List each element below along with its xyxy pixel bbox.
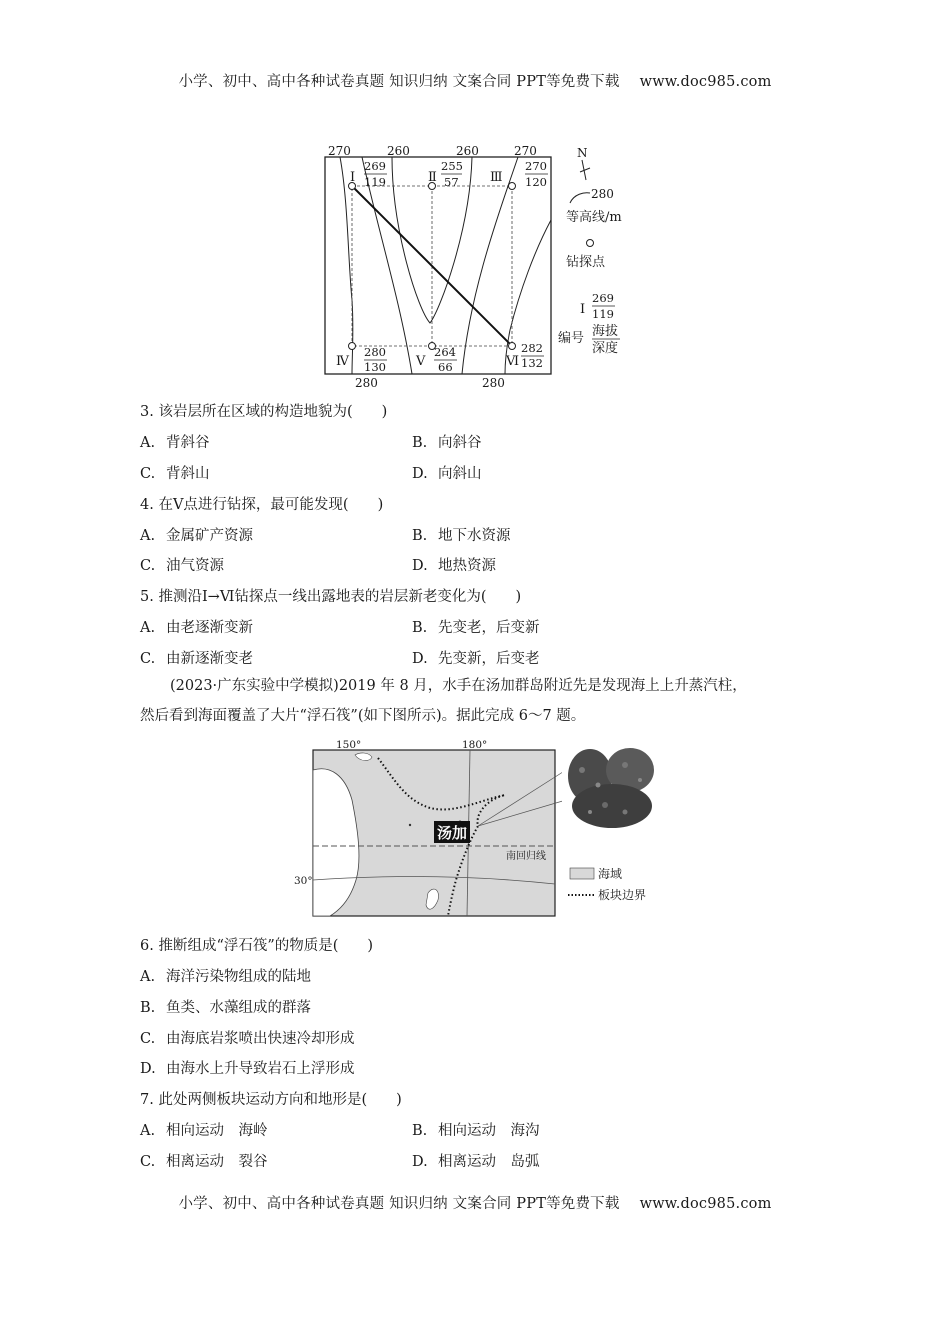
island-dot — [409, 824, 411, 826]
passage-line-2: 然后看到海面覆盖了大片“浮石筏”(如下图所示)。据此完成 6～7 题。 — [140, 708, 586, 724]
header-url: www.doc985.com — [639, 74, 772, 90]
point-elev: 264 — [434, 345, 456, 359]
question-7-stem: 7. 此处两侧板块运动方向和地形是( ) — [140, 1092, 402, 1108]
legend-depth-label: 深度 — [592, 341, 619, 356]
passage-line-1: (2023·广东实验中学模拟)2019 年 8 月，水手在汤加群岛附近先是发现海上上升蒸汽柱， — [170, 678, 747, 694]
q3-option-c[interactable]: C. 背斜山 — [140, 466, 210, 482]
q5-option-d[interactable]: D. 先变新，后变老 — [412, 651, 540, 667]
point-depth: 130 — [364, 360, 386, 374]
tropic-label: 南回归线 — [506, 851, 546, 862]
page-header — [0, 70, 950, 91]
contour-top-label: 260 — [456, 144, 479, 158]
q3-option-d[interactable]: D. 向斜山 — [412, 466, 482, 482]
contour-legend-icon — [570, 193, 590, 203]
longitude-label: 150° — [336, 739, 362, 751]
header-text: 小学、初中、高中各种试卷真题 知识归纳 文案合同 PPT等免费下载 — [178, 74, 620, 90]
contour-bottom-label: 280 — [482, 376, 505, 390]
legend-example-elev: 269 — [592, 291, 614, 305]
q6-option-c[interactable]: C. 由海底岩浆喷出快速冷却形成 — [140, 1031, 355, 1047]
drill-point — [509, 343, 516, 350]
question-3-stem: 3. 该岩层所在区域的构造地貌为( ) — [140, 404, 388, 420]
drill-point — [509, 183, 516, 190]
q3-option-a[interactable]: A. 背斜谷 — [140, 435, 210, 451]
point-elev: 280 — [364, 345, 386, 359]
contour-legend-label: 等高线/m — [566, 210, 622, 225]
point-id: Ⅵ — [506, 354, 520, 369]
q5-option-b[interactable]: B. 先变老，后变新 — [412, 620, 540, 636]
tonga-map-figure — [290, 736, 660, 922]
point-id: Ⅴ — [416, 354, 426, 369]
contour-bottom-label: 280 — [355, 376, 378, 390]
point-id: Ⅱ — [428, 170, 437, 185]
contour-top-label: 270 — [328, 144, 351, 158]
q6-option-b[interactable]: B. 鱼类、水藻组成的群落 — [140, 1000, 311, 1016]
passage — [140, 671, 830, 731]
point-elev: 270 — [525, 159, 547, 173]
point-depth: 132 — [521, 356, 543, 370]
q5-option-a[interactable]: A. 由老逐渐变新 — [140, 620, 253, 636]
point-id: Ⅳ — [336, 354, 349, 369]
place-label: 汤加 — [437, 824, 468, 842]
drill-point — [349, 343, 356, 350]
latitude-label: 30° — [294, 875, 313, 887]
point-depth: 120 — [525, 175, 547, 189]
footer-text: 小学、初中、高中各种试卷真题 知识归纳 文案合同 PPT等免费下载 — [178, 1196, 620, 1212]
footer-url: www.doc985.com — [639, 1196, 772, 1212]
contour-top-label: 270 — [514, 144, 537, 158]
q4-option-c[interactable]: C. 油气资源 — [140, 558, 224, 574]
q4-option-b[interactable]: B. 地下水资源 — [412, 528, 511, 544]
north-label: N — [577, 146, 588, 160]
point-depth: 57 — [444, 175, 459, 189]
longitude-label: 180° — [462, 739, 488, 751]
legend-code-label: 编号 — [558, 331, 585, 346]
legend-elev-label: 海拔 — [592, 324, 619, 339]
q4-option-a[interactable]: A. 金属矿产资源 — [140, 528, 253, 544]
q5-option-c[interactable]: C. 由新逐渐变老 — [140, 651, 253, 667]
legend-example-id: Ⅰ — [580, 302, 586, 317]
q3-option-b[interactable]: B. 向斜谷 — [412, 435, 482, 451]
legend-sea-label: 海域 — [598, 867, 623, 881]
contour-map-figure — [320, 140, 650, 390]
q6-option-d[interactable]: D. 由海水上升导致岩石上浮形成 — [140, 1061, 355, 1077]
question-6-stem: 6. 推断组成“浮石筏”的物质是( ) — [140, 938, 374, 954]
contour-legend-value: 280 — [591, 187, 614, 201]
q7-option-b[interactable]: B. 相向运动 海沟 — [412, 1123, 540, 1139]
point-elev: 269 — [364, 159, 386, 173]
map-frame — [325, 157, 551, 374]
drill-legend-icon — [587, 240, 594, 247]
contour-line — [462, 157, 518, 374]
point-elev: 282 — [521, 341, 543, 355]
drill-legend-label: 钻探点 — [566, 255, 606, 270]
north-arrow-icon — [580, 160, 590, 180]
legend-sea-swatch — [570, 868, 594, 879]
q4-option-d[interactable]: D. 地热资源 — [412, 558, 496, 574]
point-elev: 255 — [441, 159, 463, 173]
q7-option-d[interactable]: D. 相离运动 岛弧 — [412, 1154, 540, 1170]
legend-boundary-label: 板块边界 — [598, 888, 647, 902]
q7-option-c[interactable]: C. 相离运动 裂谷 — [140, 1154, 268, 1170]
point-id: Ⅰ — [350, 170, 356, 185]
question-5-stem: 5. 推测沿Ⅰ→Ⅵ钻探点一线出露地表的岩层新老变化为( ) — [140, 589, 522, 605]
contour-top-label: 260 — [387, 144, 410, 158]
question-4-stem: 4. 在Ⅴ点进行钻探，最可能发现( ) — [140, 497, 384, 513]
point-depth: 66 — [438, 360, 453, 374]
page-footer — [0, 1192, 950, 1213]
point-depth: 119 — [364, 175, 386, 189]
point-id: Ⅲ — [490, 170, 503, 185]
q6-option-a[interactable]: A. 海洋污染物组成的陆地 — [140, 969, 311, 985]
q7-option-a[interactable]: A. 相向运动 海岭 — [140, 1123, 268, 1139]
pumice-photo — [562, 744, 654, 830]
legend-example-depth: 119 — [592, 307, 614, 321]
